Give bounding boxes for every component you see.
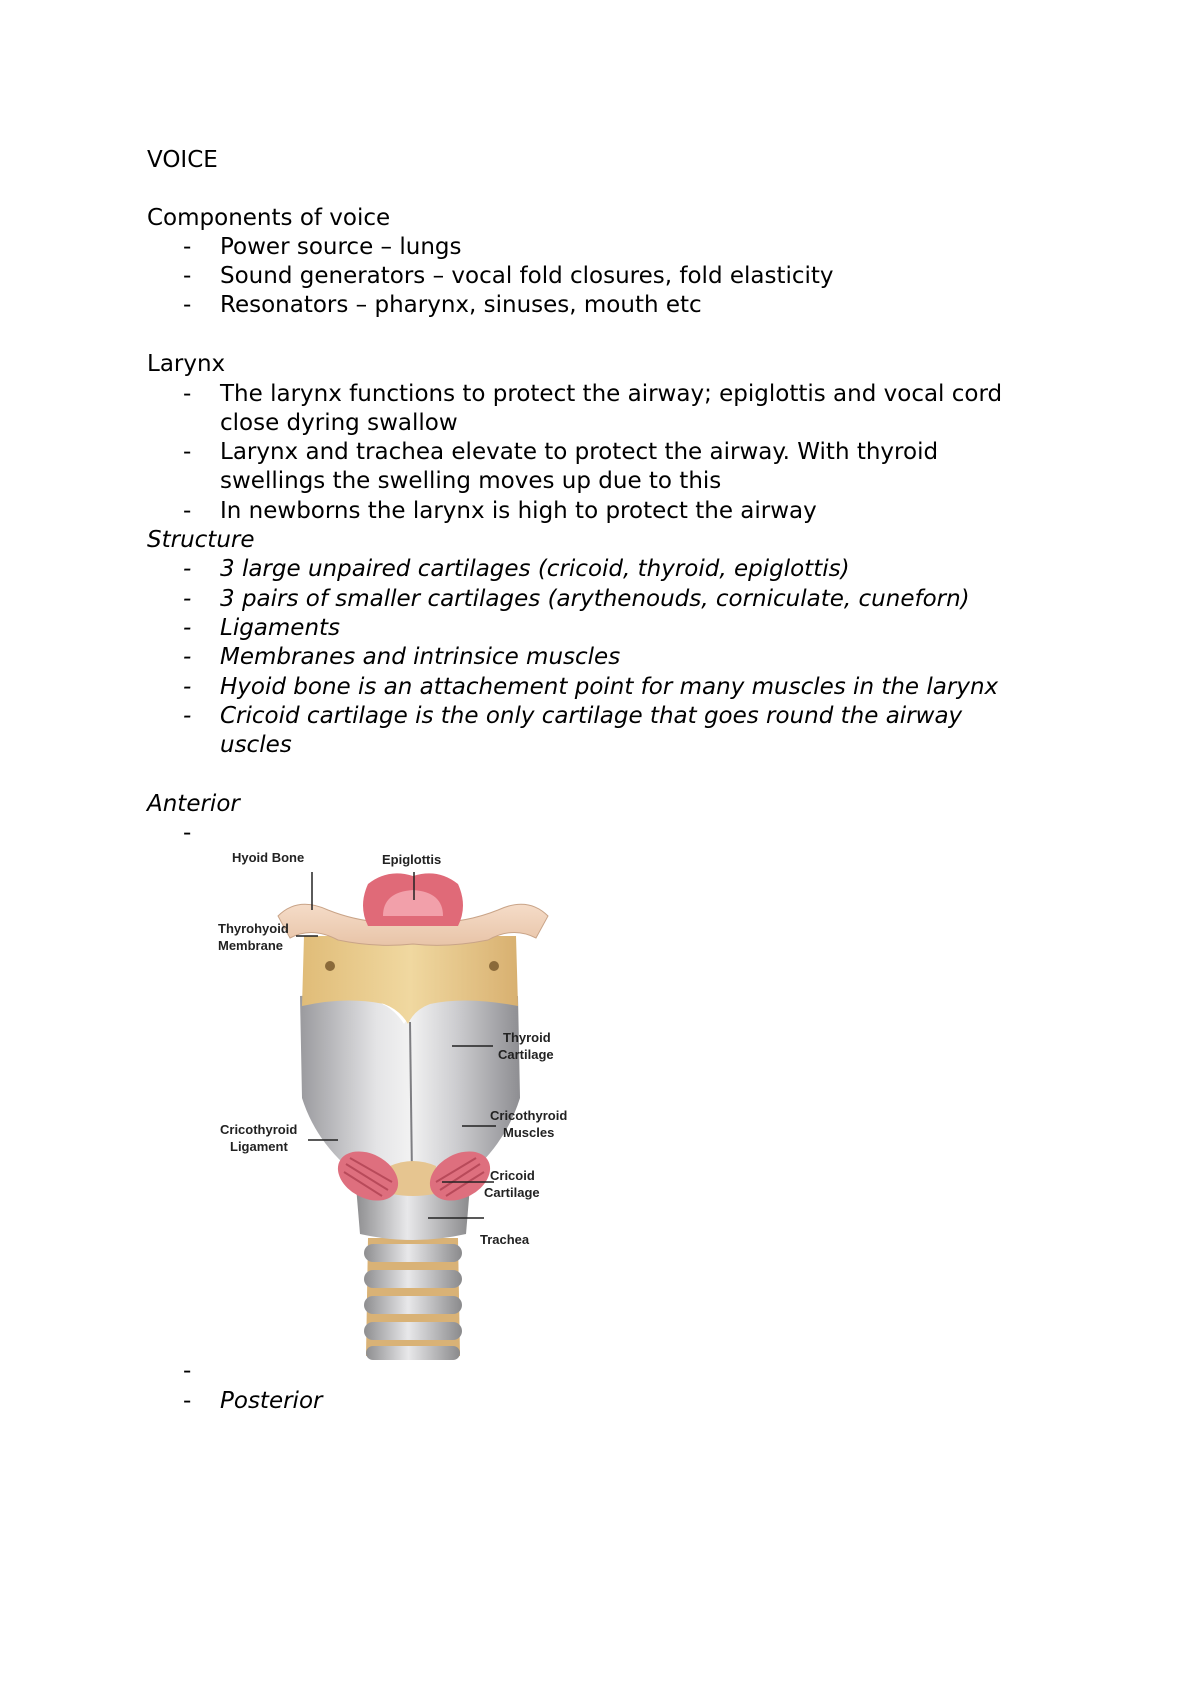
bullet-dash: - [183, 292, 192, 318]
label-cricoid: Cricoid [490, 1168, 535, 1183]
components-item: Resonators – pharynx, sinuses, mouth etc [220, 292, 702, 318]
larynx-heading: Larynx [147, 351, 226, 377]
bullet-dash: - [183, 674, 192, 700]
larynx-item-cont: close dyring swallow [220, 410, 458, 436]
label-muscles: Muscles [503, 1125, 555, 1140]
structure-item: Cricoid cartilage is the only cartilage that goes round the airway [220, 703, 963, 729]
label-epiglottis: Epiglottis [382, 852, 442, 867]
label-thyroid: Thyroid [503, 1030, 551, 1045]
larynx-item-cont: swellings the swelling moves up due to this [220, 468, 722, 494]
larynx-item: The larynx functions to protect the airway; epiglottis and vocal cord [220, 381, 1003, 407]
bullet-dash: - [183, 234, 192, 260]
label-ligament: Ligament [230, 1139, 288, 1154]
posterior-heading: Posterior [220, 1388, 323, 1414]
larynx-anterior-illustration [218, 846, 601, 1372]
structure-item: Ligaments [220, 615, 341, 641]
bullet-dash: - [183, 644, 192, 670]
label-membrane: Membrane [218, 938, 284, 953]
structure-item: Hyoid bone is an attachement point for many muscles in the larynx [220, 674, 999, 700]
components-item: Power source – lungs [220, 234, 462, 260]
bullet-dash: - [183, 615, 192, 641]
label-thyrohyoid: Thyrohyoid [218, 921, 289, 936]
label-cricoid-cartilage: Cartilage [484, 1185, 540, 1200]
label-cricothyroid-mus: Cricothyroid [490, 1108, 568, 1123]
bullet-dash: - [183, 820, 192, 846]
structure-item: 3 pairs of smaller cartilages (arythenouds, corniculate, cuneforn) [220, 586, 970, 612]
bullet-dash: - [183, 381, 192, 407]
label-thyroid-cartilage: Cartilage [498, 1047, 554, 1062]
bullet-dash: - [183, 263, 192, 289]
bullet-dash: - [183, 1388, 192, 1414]
bullet-dash: - [183, 586, 192, 612]
bullet-dash: - [183, 439, 192, 465]
label-cricothyroid-lig: Cricothyroid [220, 1122, 298, 1137]
components-heading: Components of voice [147, 205, 391, 231]
label-trachea: Trachea [480, 1232, 530, 1247]
bullet-dash: - [183, 703, 192, 729]
structure-item: Membranes and intrinsice muscles [220, 644, 621, 670]
larynx-item: Larynx and trachea elevate to protect the airway. With thyroid [220, 439, 939, 465]
larynx-item: In newborns the larynx is high to protect the airway [220, 498, 817, 524]
bullet-dash: - [183, 556, 192, 582]
structure-heading: Structure [147, 527, 255, 553]
anterior-heading: Anterior [147, 791, 240, 817]
structure-item-cont: uscles [220, 732, 292, 758]
label-hyoid-bone: Hyoid Bone [232, 850, 305, 865]
components-item: Sound generators – vocal fold closures, fold elasticity [220, 263, 834, 289]
bullet-dash: - [183, 498, 192, 524]
structure-item: 3 large unpaired cartilages (cricoid, thyroid, epiglottis) [220, 556, 850, 582]
page-title: VOICE [147, 147, 218, 173]
bullet-dash: - [183, 1358, 192, 1384]
